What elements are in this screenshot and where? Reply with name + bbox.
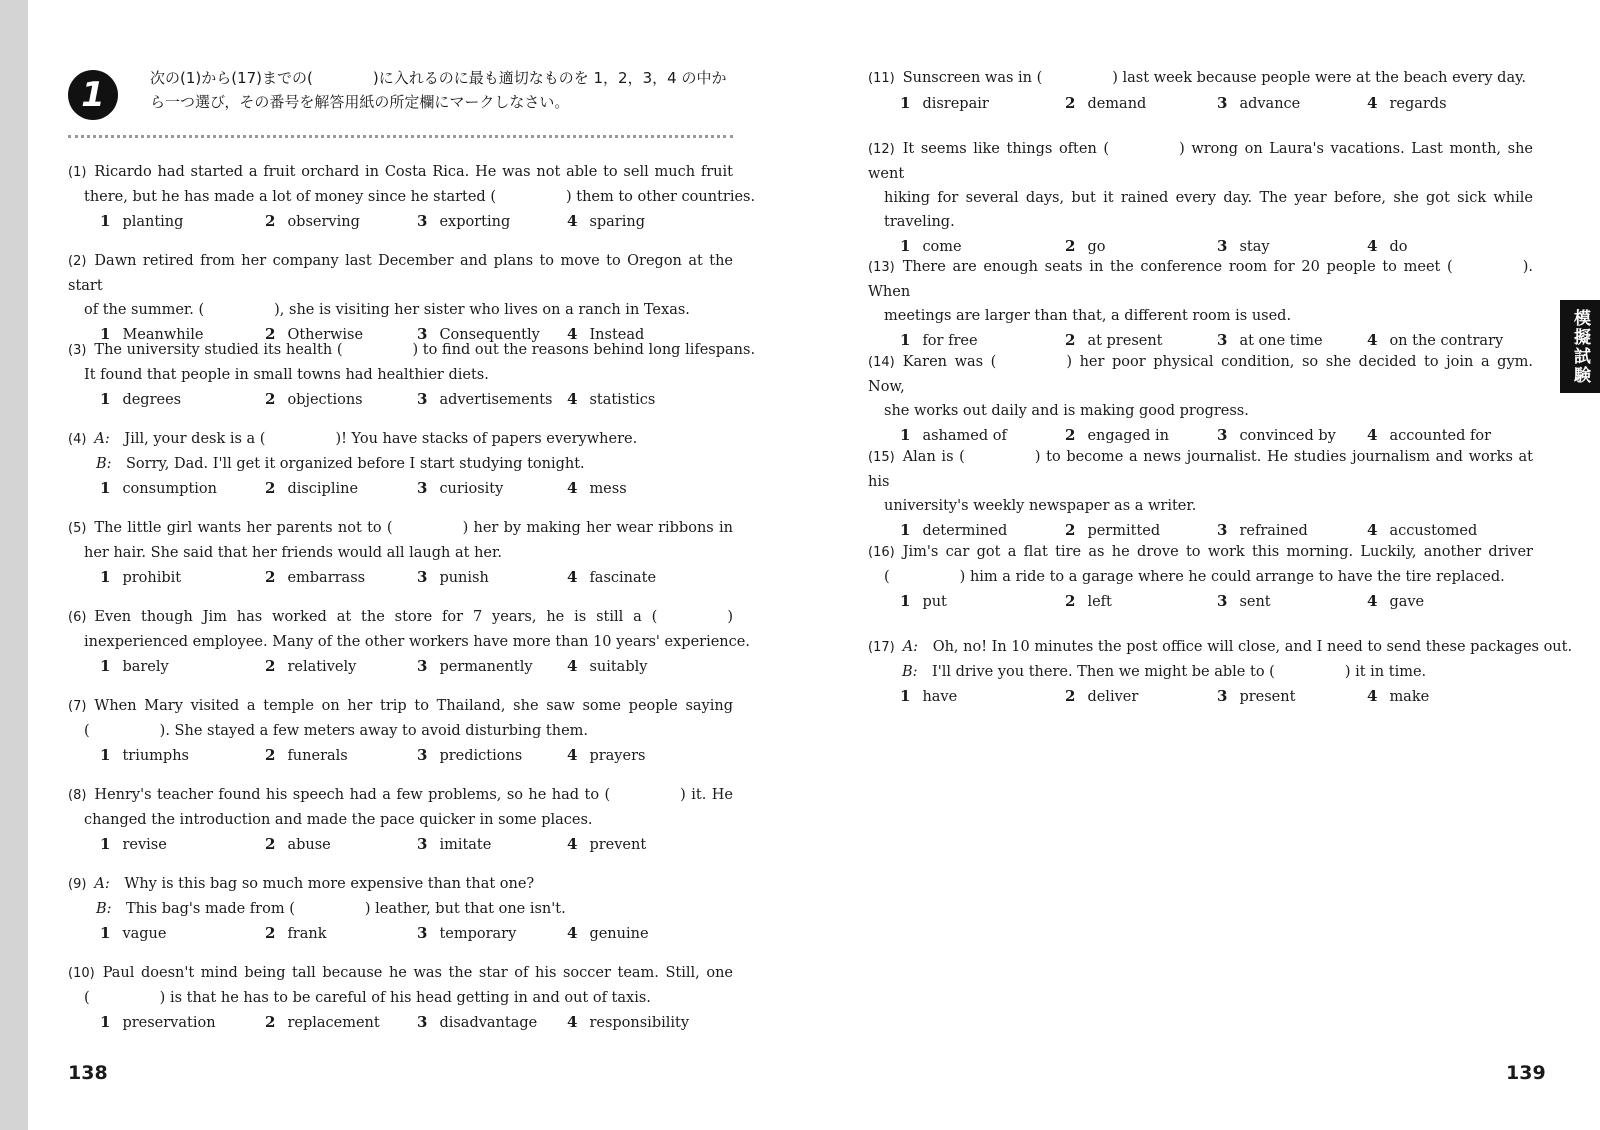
option-1: 1 preservation bbox=[100, 1013, 216, 1031]
option-4: 4 sparing bbox=[567, 212, 645, 230]
answer-options bbox=[900, 91, 1533, 115]
question-text: Karen was ( bbox=[902, 354, 997, 370]
question-number: (13) bbox=[868, 260, 895, 275]
question-12 bbox=[868, 137, 1533, 258]
question-text: Why is this bag so much more expensive than that one? bbox=[124, 876, 535, 892]
option-2: 2 observing bbox=[265, 212, 360, 230]
answer-options bbox=[900, 423, 1533, 447]
answer-options bbox=[100, 654, 733, 678]
option-3: 3 punish bbox=[417, 568, 489, 586]
option-1: 1 barely bbox=[100, 657, 169, 675]
option-2: 2 permitted bbox=[1065, 521, 1161, 539]
option-3: 3 sent bbox=[1217, 592, 1271, 610]
instruction-line: ら一つ選び，その番号を解答用紙の所定欄にマークしなさい。 bbox=[150, 93, 570, 111]
question-number: (16) bbox=[868, 545, 895, 560]
question-6 bbox=[68, 605, 750, 678]
question-text: changed the introduction and made the pace quicker in some places. bbox=[84, 812, 593, 828]
answer-options bbox=[900, 589, 1533, 613]
option-4: 4 mess bbox=[567, 479, 627, 497]
question-text: Even though Jim has worked at the store for 7 years, he is still a ( bbox=[94, 609, 658, 625]
question-10 bbox=[68, 961, 733, 1034]
question-text: ) her poor physical condition, so she decided to join a gym. Now, bbox=[868, 354, 1533, 395]
question-number: (3) bbox=[68, 343, 87, 358]
option-4: 4 Instead bbox=[567, 325, 645, 343]
question-text: ( bbox=[884, 569, 890, 585]
option-1: 1 have bbox=[900, 687, 958, 705]
question-text: her hair. She said that her friends would all laugh at her. bbox=[84, 545, 502, 561]
question-11 bbox=[868, 66, 1533, 115]
question-number: (11) bbox=[868, 71, 895, 86]
option-1: 1 put bbox=[900, 592, 947, 610]
question-text: ) last week because people were at the beach every day. bbox=[1112, 70, 1526, 86]
answer-options bbox=[900, 328, 1533, 352]
question-text: It seems like things often ( bbox=[902, 141, 1110, 157]
option-2: 2 go bbox=[1065, 237, 1106, 255]
option-3: 3 advance bbox=[1217, 94, 1301, 112]
question-number: (10) bbox=[68, 966, 95, 981]
answer-options bbox=[100, 476, 733, 500]
question-number: (8) bbox=[68, 788, 87, 803]
option-3: 3 refrained bbox=[1217, 521, 1308, 539]
option-1: 1 degrees bbox=[100, 390, 182, 408]
question-text: ) bbox=[727, 609, 733, 625]
option-3: 3 at one time bbox=[1217, 331, 1323, 349]
option-1: 1 consumption bbox=[100, 479, 217, 497]
question-text: ) them to other countries. bbox=[565, 189, 756, 205]
option-2: 2 funerals bbox=[265, 746, 348, 764]
question-text: ) to become a news journalist. He studies journalism and works at his bbox=[868, 449, 1533, 490]
question-3 bbox=[68, 338, 756, 411]
option-2: 2 embarrass bbox=[265, 568, 366, 586]
question-text: ) is that he has to be careful of his head getting in and out of taxis. bbox=[159, 990, 651, 1006]
question-1 bbox=[68, 160, 756, 233]
option-1: 1 revise bbox=[100, 835, 167, 853]
option-4: 4 make bbox=[1367, 687, 1430, 705]
question-text: Paul doesn't mind being tall because he was the star of his soccer team. Still, one bbox=[102, 965, 733, 981]
question-text: Jill, your desk is a ( bbox=[124, 431, 266, 447]
question-text: she works out daily and is making good progress. bbox=[884, 403, 1249, 419]
option-1: 1 for free bbox=[900, 331, 978, 349]
question-text: ) leather, but that one isn't. bbox=[364, 901, 566, 917]
question-5 bbox=[68, 516, 733, 589]
question-text: ( bbox=[84, 723, 90, 739]
answer-options bbox=[100, 743, 733, 767]
question-text: The university studied its health ( bbox=[94, 342, 343, 358]
question-text: ). When bbox=[868, 259, 1533, 300]
option-4: 4 on the contrary bbox=[1367, 331, 1504, 349]
question-text: Jim's car got a flat tire as he drove to work this morning. Luckily, another driver bbox=[902, 544, 1533, 560]
question-text: ). She stayed a few meters away to avoid disturbing them. bbox=[159, 723, 589, 739]
question-text: ) wrong on Laura's vacations. Last month, she went bbox=[868, 141, 1533, 182]
question-text: university's weekly newspaper as a writer. bbox=[884, 498, 1197, 514]
question-15 bbox=[868, 445, 1533, 542]
option-3: 3 permanently bbox=[417, 657, 533, 675]
question-text: ) him a ride to a garage where he could arrange to have the tire replaced. bbox=[959, 569, 1505, 585]
option-1: 1 prohibit bbox=[100, 568, 182, 586]
question-text: ( bbox=[84, 990, 90, 1006]
question-number: (2) bbox=[68, 254, 87, 269]
option-3: 3 temporary bbox=[417, 924, 517, 942]
question-4 bbox=[68, 427, 733, 500]
option-3: 3 imitate bbox=[417, 835, 492, 853]
option-4: 4 responsibility bbox=[567, 1013, 690, 1031]
question-text: meetings are larger than that, a different room is used. bbox=[884, 308, 1292, 324]
question-text: Henry's teacher found his speech had a few problems, so he had to ( bbox=[94, 787, 611, 803]
page-number-right: 139 bbox=[1506, 1062, 1546, 1084]
option-2: 2 frank bbox=[265, 924, 327, 942]
question-9 bbox=[68, 872, 733, 945]
question-text: This bag's made from ( bbox=[126, 901, 295, 917]
question-number: (1) bbox=[68, 165, 87, 180]
question-17 bbox=[868, 635, 1573, 708]
instruction-line: 次の(1)から(17)までの( )に入れるのに最も適切なものを 1，2，3，4 の中か bbox=[150, 69, 727, 87]
option-2: 2 discipline bbox=[265, 479, 359, 497]
option-1: 1 triumphs bbox=[100, 746, 189, 764]
option-3: 3 curiosity bbox=[417, 479, 504, 497]
question-text: Sunscreen was in ( bbox=[902, 70, 1043, 86]
option-2: 2 relatively bbox=[265, 657, 357, 675]
question-number: (17) bbox=[868, 640, 895, 655]
question-number: (12) bbox=[868, 142, 895, 157]
speaker-label: B: bbox=[96, 901, 112, 917]
question-16 bbox=[868, 540, 1533, 613]
option-4: 4 prevent bbox=[567, 835, 647, 853]
option-3: 3 present bbox=[1217, 687, 1296, 705]
right-page bbox=[868, 0, 1573, 1130]
option-4: 4 fascinate bbox=[567, 568, 657, 586]
question-number: (4) bbox=[68, 432, 87, 447]
option-2: 2 Otherwise bbox=[265, 325, 364, 343]
option-3: 3 predictions bbox=[417, 746, 523, 764]
question-text: of the summer. ( bbox=[84, 302, 205, 318]
option-1: 1 ashamed of bbox=[900, 426, 1007, 444]
question-text: )! You have stacks of papers everywhere. bbox=[335, 431, 638, 447]
option-3: 3 advertisements bbox=[417, 390, 553, 408]
question-text: Dawn retired from her company last December and plans to move to Oregon at the start bbox=[68, 253, 733, 294]
option-1: 1 come bbox=[900, 237, 962, 255]
speaker-label: A: bbox=[94, 876, 110, 892]
question-number: (9) bbox=[68, 877, 87, 892]
answer-options bbox=[100, 565, 733, 589]
question-number: (5) bbox=[68, 521, 87, 536]
question-text: there, but he has made a lot of money since he started ( bbox=[84, 189, 496, 205]
section-header bbox=[68, 66, 733, 126]
option-1: 1 disrepair bbox=[900, 94, 989, 112]
option-3: 3 disadvantage bbox=[417, 1013, 538, 1031]
answer-options bbox=[100, 832, 733, 856]
option-2: 2 objections bbox=[265, 390, 363, 408]
question-text: I'll drive you there. Then we might be able to ( bbox=[932, 664, 1275, 680]
question-text: hiking for several days, but it rained every day. The year before, she got sick while bbox=[884, 190, 1533, 206]
side-tab-mock-exam: 模擬試験 bbox=[1560, 300, 1600, 393]
question-number: (14) bbox=[868, 355, 895, 370]
option-2: 2 at present bbox=[1065, 331, 1163, 349]
option-3: 3 stay bbox=[1217, 237, 1270, 255]
question-text: Sorry, Dad. I'll get it organized before I start studying tonight. bbox=[126, 456, 585, 472]
option-2: 2 replacement bbox=[265, 1013, 380, 1031]
option-3: 3 convinced by bbox=[1217, 426, 1336, 444]
question-text: Oh, no! In 10 minutes the post office will close, and I need to send these packages out. bbox=[932, 639, 1573, 655]
speaker-label: B: bbox=[96, 456, 112, 472]
question-text: inexperienced employee. Many of the other workers have more than 10 years' experience. bbox=[84, 634, 750, 650]
answer-options bbox=[900, 684, 1533, 708]
speaker-label: A: bbox=[94, 431, 110, 447]
answer-options bbox=[100, 387, 733, 411]
question-text: traveling. bbox=[884, 214, 955, 230]
question-text: ), she is visiting her sister who lives on a ranch in Texas. bbox=[274, 302, 690, 318]
question-14 bbox=[868, 350, 1533, 447]
question-2 bbox=[68, 249, 733, 346]
question-number: (15) bbox=[868, 450, 895, 465]
option-2: 2 deliver bbox=[1065, 687, 1139, 705]
option-3: 3 Consequently bbox=[417, 325, 540, 343]
question-number: (7) bbox=[68, 699, 87, 714]
option-2: 2 abuse bbox=[265, 835, 331, 853]
question-text: ) it. He bbox=[680, 787, 733, 803]
option-3: 3 exporting bbox=[417, 212, 511, 230]
speaker-label: B: bbox=[902, 664, 918, 680]
answer-options bbox=[100, 1010, 733, 1034]
question-text: There are enough seats in the conference room for 20 people to meet ( bbox=[902, 259, 1453, 275]
question-text: Ricardo had started a fruit orchard in Costa Rica. He was not able to sell much fruit bbox=[94, 164, 733, 180]
section-number-badge: 1 bbox=[68, 70, 118, 120]
section-instruction bbox=[150, 66, 735, 114]
question-number: (6) bbox=[68, 610, 87, 625]
speaker-label: A: bbox=[902, 639, 919, 655]
dotted-divider bbox=[68, 135, 733, 138]
option-4: 4 accustomed bbox=[1367, 521, 1478, 539]
option-4: 4 genuine bbox=[567, 924, 649, 942]
question-text: ) it in time. bbox=[1344, 664, 1427, 680]
question-13 bbox=[868, 255, 1533, 352]
answer-options bbox=[100, 921, 733, 945]
option-4: 4 do bbox=[1367, 237, 1408, 255]
question-text: It found that people in small towns had healthier diets. bbox=[84, 367, 489, 383]
question-text: The little girl wants her parents not to ( bbox=[94, 520, 393, 536]
option-4: 4 suitably bbox=[567, 657, 648, 675]
answer-options bbox=[100, 209, 733, 233]
option-1: 1 Meanwhile bbox=[100, 325, 204, 343]
question-text: Alan is ( bbox=[902, 449, 965, 465]
binding-strip bbox=[0, 0, 28, 1130]
option-2: 2 left bbox=[1065, 592, 1112, 610]
option-4: 4 statistics bbox=[567, 390, 656, 408]
question-text: ) her by making her wear ribbons in bbox=[462, 520, 733, 536]
option-4: 4 gave bbox=[1367, 592, 1425, 610]
answer-options bbox=[900, 518, 1533, 542]
question-8 bbox=[68, 783, 733, 856]
question-text: ) to find out the reasons behind long lifespans. bbox=[412, 342, 756, 358]
option-1: 1 planting bbox=[100, 212, 184, 230]
option-4: 4 accounted for bbox=[1367, 426, 1492, 444]
question-text: When Mary visited a temple on her trip to Thailand, she saw some people saying bbox=[94, 698, 733, 714]
option-2: 2 engaged in bbox=[1065, 426, 1170, 444]
option-4: 4 regards bbox=[1367, 94, 1447, 112]
option-4: 4 prayers bbox=[567, 746, 646, 764]
question-7 bbox=[68, 694, 733, 767]
option-1: 1 vague bbox=[100, 924, 167, 942]
left-page bbox=[68, 0, 756, 1130]
page-number-left: 138 bbox=[68, 1062, 108, 1084]
option-2: 2 demand bbox=[1065, 94, 1147, 112]
option-1: 1 determined bbox=[900, 521, 1008, 539]
